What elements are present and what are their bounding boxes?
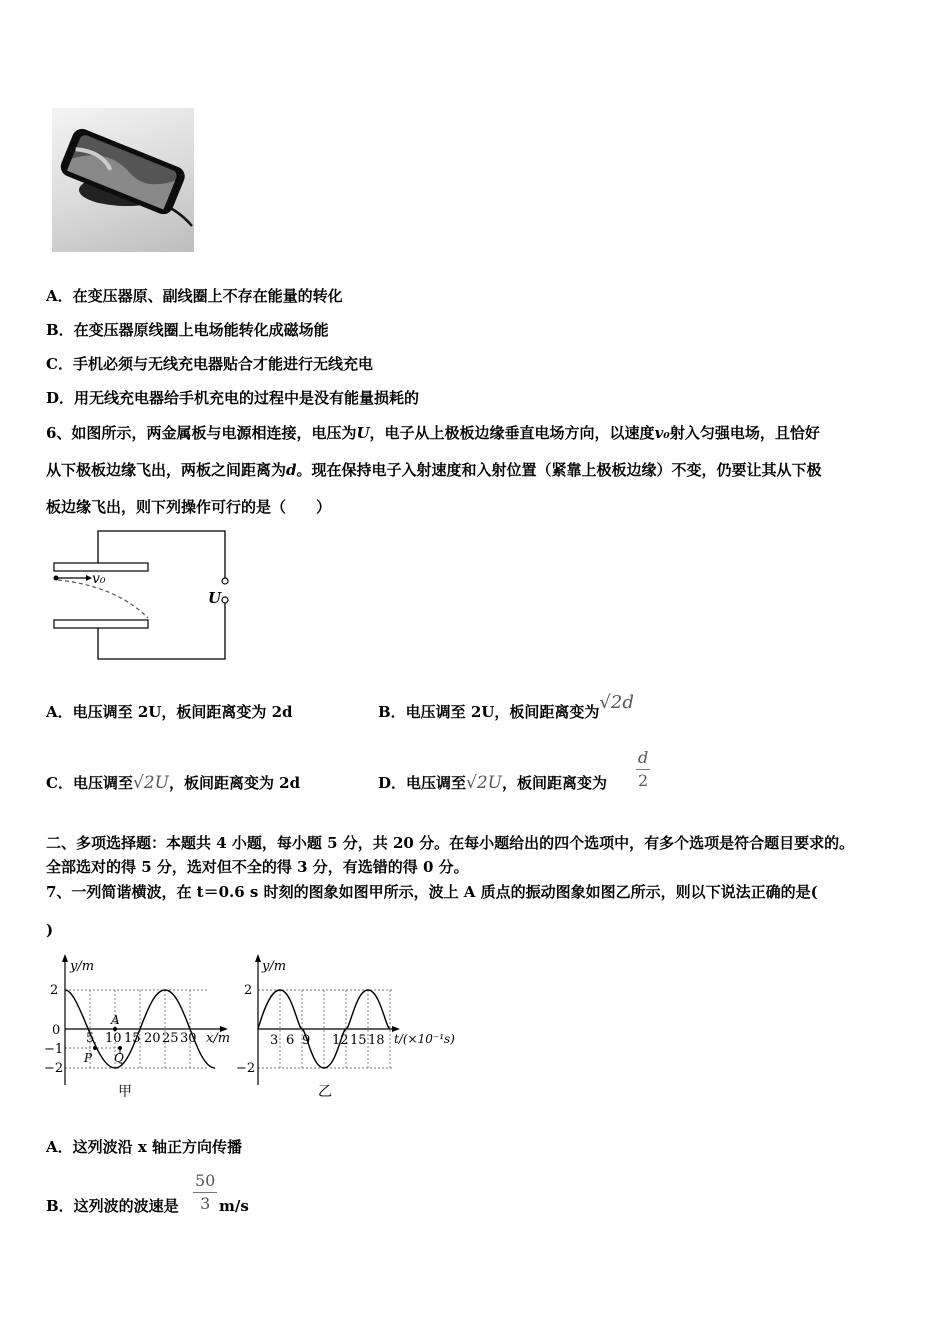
q5-option-a: A．在变压器原、副线圈上不存在能量的转化 (46, 287, 343, 305)
jia-y-tick-neg2: −2 (44, 1061, 64, 1076)
jia-x-tick-5: 5 (86, 1031, 95, 1046)
wave-graph-jia (40, 950, 240, 1110)
terminal-upper (222, 578, 228, 584)
q7-option-b-unit: m/s (219, 1197, 249, 1215)
q6-option-d-suffix: ，板间距离变为 (502, 774, 608, 792)
jia-x-tick-30: 30 (180, 1031, 197, 1046)
jia-y-tick-2: 2 (50, 983, 59, 998)
capacitor-circuit-diagram (46, 528, 246, 668)
yi-t-tick-6: 6 (286, 1033, 295, 1048)
jia-point-a (113, 1027, 117, 1031)
jia-point-p-label: P (84, 1051, 93, 1065)
yi-t-tick-9: 9 (302, 1033, 311, 1048)
q6-var-u: U (356, 424, 370, 442)
q7-option-b (46, 1196, 179, 1216)
lower-wire (98, 603, 225, 659)
yi-t-tick-3: 3 (270, 1033, 279, 1048)
q6-line2-suffix: 。现在保持电子入射速度和入射位置（紧靠上极板边缘）不变，仍要让其从下极 (296, 461, 822, 479)
yi-t-tick-15: 15 (350, 1033, 367, 1048)
yi-t-label: t/(×10⁻¹s) (394, 1032, 455, 1046)
q6-option-b (378, 692, 634, 722)
jia-caption: 甲 (118, 1084, 132, 1100)
q6-option-c (46, 773, 300, 793)
q6-option-d-text: D．电压调至 (378, 774, 467, 792)
velocity-label: v₀ (92, 571, 106, 587)
yi-t-tick-18: 18 (368, 1033, 385, 1048)
q6-option-a: A．电压调至 2U，板间距离变为 2d (46, 703, 293, 721)
q6-stem-line2 (46, 460, 822, 480)
q5-option-d: D．用无线充电器给手机充电的过程中是没有能量损耗的 (46, 389, 420, 407)
yi-caption: 乙 (318, 1084, 332, 1100)
yi-y-label: y/m (262, 959, 287, 974)
terminal-lower (222, 597, 228, 603)
voltage-label: U (208, 589, 222, 607)
jia-point-a-label: A (111, 1013, 120, 1027)
q6-line1-prefix: 6、如图所示，两金属板与电源相连接，电压为 (46, 424, 357, 442)
q6-option-c-text: C．电压调至 (46, 774, 133, 792)
jia-x-tick-20: 20 (144, 1031, 161, 1046)
vibration-graph-yi (232, 950, 462, 1110)
jia-y-label: y/m (70, 959, 95, 974)
q7-option-b-fraction (193, 1170, 217, 1215)
q7-option-b-numerator: 50 (193, 1170, 217, 1193)
jia-point-q-label: Q (114, 1051, 124, 1065)
q6-option-b-math: √2d (599, 692, 634, 713)
q6-option-b-text: B．电压调至 2U，板间距离变为 (378, 703, 600, 721)
q6-var-d: d (286, 461, 297, 479)
q6-option-d-denominator: 2 (638, 771, 649, 790)
wireless-charger-photo (52, 108, 194, 252)
q7-option-b-denominator: 3 (200, 1194, 211, 1213)
q6-option-d-math: √2U (466, 773, 502, 793)
jia-x-tick-10: 10 (105, 1031, 122, 1046)
jia-y-tick-0: 0 (52, 1023, 61, 1038)
q6-option-d-numerator: d (636, 747, 650, 770)
q6-line1-mid: ，电子从上极板边缘垂直电场方向，以速度 (369, 424, 655, 442)
q6-option-d-fraction (636, 747, 650, 792)
lower-plate (54, 620, 148, 628)
q6-stem-line1 (46, 423, 820, 443)
q6-stem-line3: 板边缘飞出，则下列操作可行的是（ ） (46, 498, 332, 516)
q6-var-v0: v₀ (654, 424, 670, 442)
q6-line1-suffix: 射入匀强电场，且恰好 (669, 424, 820, 442)
q6-option-d (378, 773, 607, 793)
yi-t-tick-12: 12 (332, 1033, 349, 1048)
jia-x-tick-25: 25 (162, 1031, 179, 1046)
q7-option-b-text: B．这列波的波速是 (46, 1197, 179, 1215)
yi-y-tick-neg2: −2 (236, 1061, 256, 1076)
q7-stem-line1: 7、一列简谐横波，在 t＝0.6 s 时刻的图象如图甲所示，波上 A 质点的振动图象如图乙所示，则以下说法正确的是( (46, 883, 818, 901)
q5-option-c: C．手机必须与无线充电器贴合才能进行无线充电 (46, 355, 373, 373)
q7-stem-line2: ) (46, 921, 54, 939)
q7-option-a: A．这列波沿 x 轴正方向传播 (46, 1138, 243, 1156)
q5-option-b: B．在变压器原线圈上电场能转化成磁场能 (46, 321, 329, 339)
q6-option-c-math: √2U (132, 773, 169, 793)
jia-x-label: x/m (206, 1031, 231, 1046)
electron-dot (54, 576, 59, 581)
jia-x-tick-15: 15 (124, 1031, 141, 1046)
yi-y-tick-2: 2 (244, 983, 253, 998)
section2-line2: 全部选对的得 5 分，选对但不全的得 3 分，有选错的得 0 分。 (46, 858, 469, 876)
jia-y-tick-neg1: −1 (44, 1042, 64, 1057)
q6-option-c-suffix: ，板间距离变为 2d (168, 774, 301, 792)
upper-plate (54, 563, 148, 571)
section2-line1: 二、多项选择题：本题共 4 小题，每小题 5 分，共 20 分。在每小题给出的四个选项中，有多个选项是符合题目要求的。 (46, 834, 855, 852)
q6-line2-prefix: 从下极板边缘飞出，两板之间距离为 (46, 461, 287, 479)
